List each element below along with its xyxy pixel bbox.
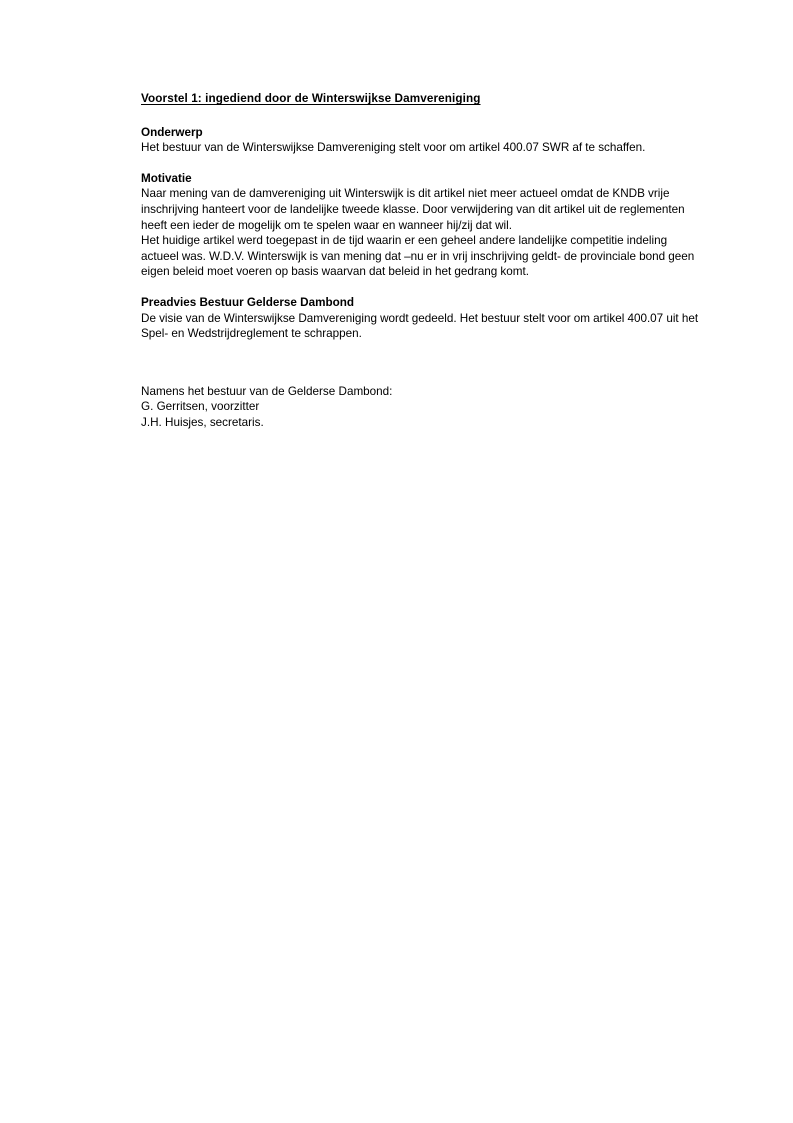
section-heading-motivatie: Motivatie (141, 171, 192, 185)
section-heading-preadvies: Preadvies Bestuur Gelderse Dambond (141, 295, 355, 309)
spacer-before-motivatie (141, 156, 701, 171)
document-body (141, 91, 701, 431)
section-paragraph-onderwerp-1: Het bestuur van de Winterswijkse Damvereniging stelt voor om artikel 400.07 SWR af te schaffen. (141, 141, 646, 155)
section-paragraph-motivatie-1: Naar mening van de damvereniging uit Winterswijk is dit artikel niet meer actueel omdat de KNDB vrije inschrijving hanteert voor de landelijke tweede klasse. Door verwijdering van dit artikel uit de reglementen heeft een ieder de mogelijk om te spelen waar en wanneer hij/zij dat wil. (141, 187, 685, 232)
signature-intro: Namens het bestuur van de Gelderse Dambond: (141, 384, 393, 398)
section-heading-onderwerp: Onderwerp (141, 125, 203, 139)
section-preadvies (141, 295, 701, 342)
signature-name-secretary: J.H. Huisjes, secretaris. (141, 415, 264, 429)
section-paragraph-preadvies-1: De visie van de Winterswijkse Damvereniging wordt gedeeld. Het bestuur stelt voor om artikel 400.07 uit het Spel- en Wedstrijdreglement te schrappen. (141, 311, 699, 341)
signature-block (141, 384, 701, 431)
section-onderwerp (141, 125, 701, 156)
spacer-after-title (141, 107, 701, 125)
document-title: Voorstel 1: ingediend door de Winterswijkse Damvereniging (141, 92, 481, 105)
section-motivatie (141, 171, 701, 280)
spacer-before-signature (141, 342, 701, 384)
section-paragraph-motivatie-2: Het huidige artikel werd toegepast in de tijd waarin er een geheel andere landelijke competitie indeling actueel was. W.D.V. Winterswijk is van mening dat –nu er in vrij inschrijving geldt- de provinciale bond geen eigen beleid moet voeren op basis waarvan dat beleid in het gedrang komt. (141, 234, 695, 279)
spacer-before-preadvies (141, 280, 701, 295)
signature-name-chairman: G. Gerritsen, voorzitter (141, 400, 260, 414)
